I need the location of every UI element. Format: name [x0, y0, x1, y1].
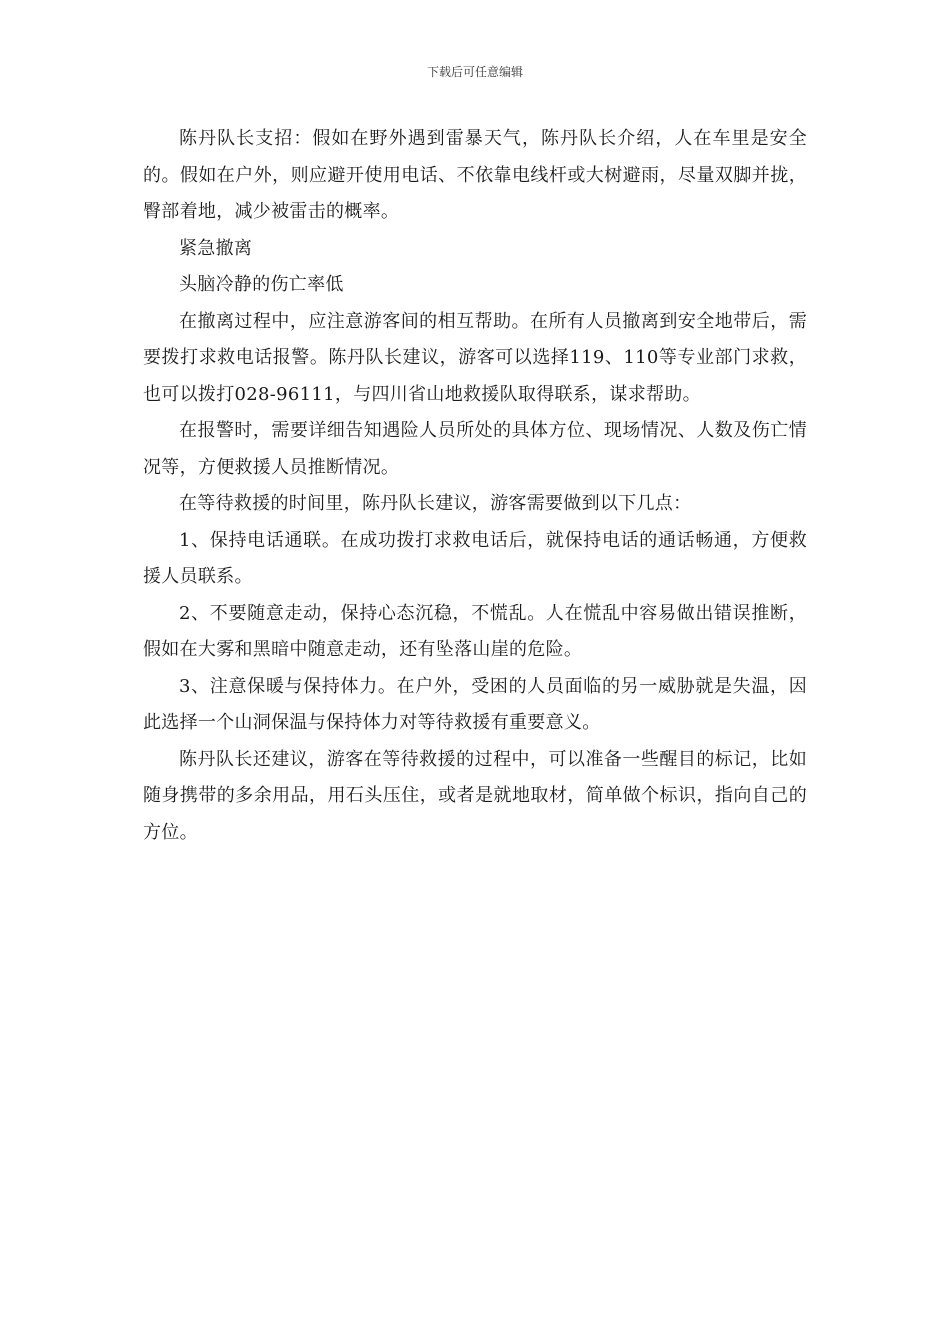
- page-header-note: 下载后可任意编辑: [426, 65, 523, 79]
- paragraph-report-details: 在报警时，需要详细告知遇险人员所处的具体方位、现场情况、人数及伤亡情况等，方便救援人员推断情况。: [143, 420, 807, 478]
- list-item-3: 3、注意保暖与保持体力。在户外，受困的人员面临的另一威胁就是失温，因此选择一个山洞保温与保持体力对等待救援有重要意义。: [143, 675, 807, 733]
- paragraph-waiting-intro: 在等待救援的时间里，陈丹队长建议，游客需要做到以下几点：: [179, 493, 692, 514]
- section-heading-evacuation: 紧急撤离: [179, 237, 253, 259]
- paragraph-evacuation-help: 在撤离过程中，应注意游客间的相互帮助。在所有人员撤离到安全地带后，需要拨打求救电话报警。陈丹队长建议，游客可以选择119、110等专业部门求救，也可以拨打028-96111，与四川省山地救援队取得联系，谋求帮助。: [143, 310, 807, 405]
- paragraph-thunderstorm-tips: 陈丹队长支招：假如在野外遇到雷暴天气，陈丹队长介绍，人在车里是安全的。假如在户外，则应避开使用电话、不依靠电线杆或大树避雨，尽量双脚并拢，臀部着地，减少被雷击的概率。: [143, 128, 807, 222]
- list-item-2: 2、不要随意走动，保持心态沉稳，不慌乱。人在慌乱中容易做出错误推断，假如在大雾和黑暗中随意走动，还有坠落山崖的危险。: [143, 602, 807, 660]
- paragraph-markers-advice: 陈丹队长还建议，游客在等待救援的过程中，可以准备一些醒目的标记，比如随身携带的多余用品，用石头压住，或者是就地取材，简单做个标识，指向自己的方位。: [143, 748, 807, 843]
- section-subheading-calm: 头脑冷静的伤亡率低: [179, 274, 344, 295]
- list-item-1: 1、保持电话通联。在成功拨打求救电话后，就保持电话的通话畅通，方便救援人员联系。: [143, 529, 807, 587]
- document-body: [143, 121, 807, 851]
